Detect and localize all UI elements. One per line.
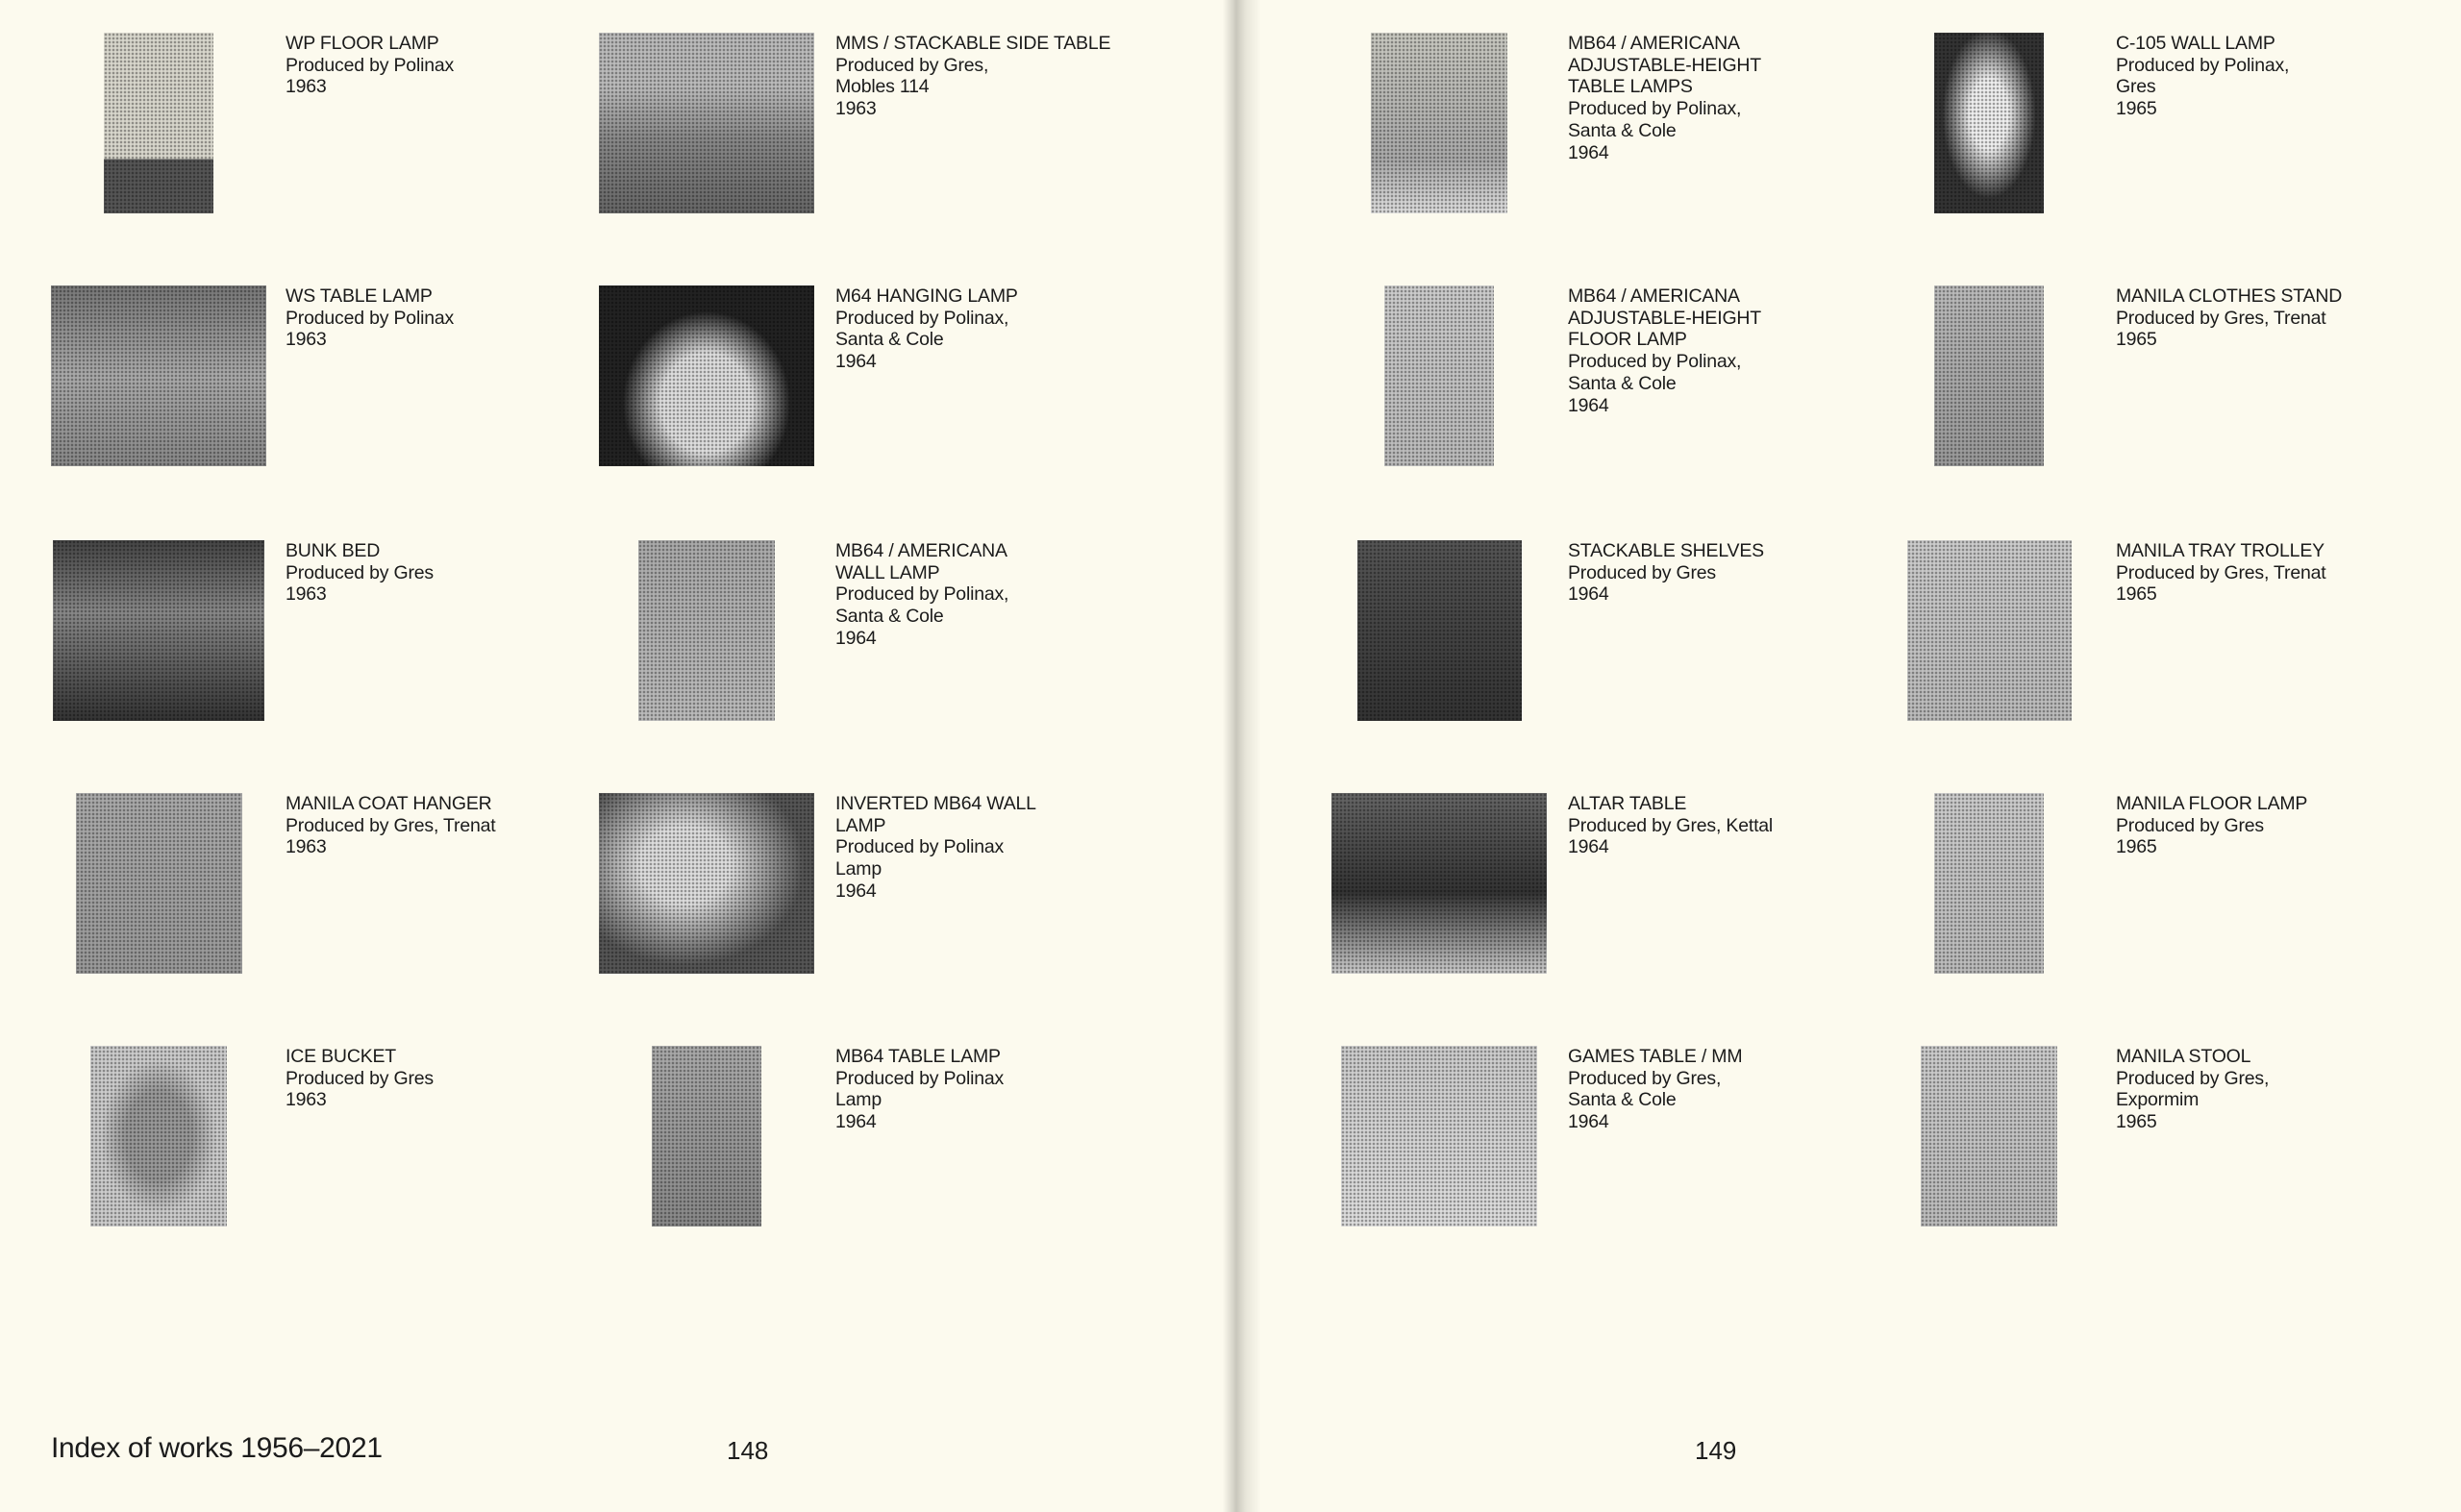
entry-title: ADJUSTABLE-HEIGHT: [1568, 54, 1762, 76]
entry-caption: [286, 33, 454, 98]
product-photo: [1934, 285, 2044, 466]
entry-producer: Produced by Polinax,: [835, 307, 1009, 329]
entry-producer: Produced by Gres, Trenat: [2116, 561, 2326, 583]
entry-year: 1963: [286, 329, 327, 351]
entry-producer: Produced by Gres,: [1568, 1067, 1722, 1089]
entry-producer: Produced by Gres, Trenat: [286, 814, 496, 836]
entry-title: TABLE LAMPS: [1568, 76, 1693, 98]
entry-caption: [1568, 1046, 1742, 1133]
entry-year: 1964: [1568, 1111, 1609, 1133]
entry-caption: [286, 285, 454, 351]
entry-title: BUNK BED: [286, 540, 381, 561]
right-page: [1230, 0, 2461, 1512]
product-photo: [1934, 33, 2044, 213]
entry-year: 1965: [2116, 583, 2157, 606]
entry-title: FLOOR LAMP: [1568, 329, 1687, 351]
entry-producer: Produced by Polinax: [835, 1067, 1005, 1089]
product-photo: [1331, 793, 1547, 974]
book-gutter: [1223, 0, 1261, 1512]
entry-producer: Produced by Polinax,: [1568, 98, 1742, 120]
entry-producer: Produced by Gres: [1568, 561, 1716, 583]
entry-year: 1965: [2116, 836, 2157, 858]
entry-producer: Produced by Gres, Trenat: [2116, 307, 2326, 329]
entry-year: 1965: [2116, 98, 2157, 120]
entry-producer: Produced by Gres,: [2116, 1067, 2270, 1089]
entry-caption: [286, 540, 434, 606]
entry-year: 1963: [835, 98, 877, 120]
entry-producer: Produced by Gres: [286, 1067, 434, 1089]
entry-year: 1964: [1568, 583, 1609, 606]
product-photo: [1921, 1046, 2057, 1227]
entry-producer: Santa & Cole: [1568, 372, 1677, 394]
entry-caption: [1568, 793, 1773, 858]
entry-title: WALL LAMP: [835, 561, 940, 583]
product-photo: [104, 33, 213, 213]
entry-producer: Santa & Cole: [835, 329, 944, 351]
entry-caption: [835, 285, 1018, 373]
product-photo: [1357, 540, 1522, 721]
product-photo: [599, 793, 814, 974]
entry-producer: Mobles 114: [835, 76, 930, 98]
entry-caption: [835, 33, 1110, 120]
entry-title: MANILA TRAY TROLLEY: [2116, 540, 2324, 561]
entry-producer: Expormim: [2116, 1089, 2200, 1111]
product-photo: [1341, 1046, 1537, 1227]
page-number-right: 149: [1695, 1436, 1737, 1465]
product-photo: [1384, 285, 1494, 466]
entry-producer: Produced by Gres,: [835, 54, 989, 76]
entry-title: MANILA CLOTHES STAND: [2116, 285, 2343, 307]
left-page: [0, 0, 1230, 1512]
entry-title: ICE BUCKET: [286, 1046, 397, 1067]
product-photo: [53, 540, 264, 721]
entry-title: LAMP: [835, 814, 886, 836]
entry-year: 1963: [286, 836, 327, 858]
entry-year: 1964: [835, 1111, 877, 1133]
entry-year: 1964: [835, 880, 877, 902]
entry-title: WP FLOOR LAMP: [286, 33, 439, 54]
product-photo: [1934, 793, 2044, 974]
entry-title: INVERTED MB64 WALL: [835, 793, 1036, 814]
entry-producer: Produced by Gres: [286, 561, 434, 583]
entry-year: 1964: [1568, 141, 1609, 163]
page-number-left: 148: [727, 1436, 769, 1465]
entry-producer: Produced by Polinax: [286, 307, 455, 329]
entry-producer: Lamp: [835, 1089, 882, 1111]
entry-caption: [2116, 1046, 2269, 1133]
product-photo: [1907, 540, 2072, 721]
entry-title: C-105 WALL LAMP: [2116, 33, 2275, 54]
entry-caption: [2116, 540, 2325, 606]
footer-title: Index of works 1956–2021: [51, 1432, 383, 1464]
entry-title: GAMES TABLE / MM: [1568, 1046, 1743, 1067]
entry-producer: Produced by Gres: [2116, 814, 2264, 836]
product-photo: [599, 285, 814, 466]
product-photo: [638, 540, 775, 721]
entry-producer: Santa & Cole: [835, 606, 944, 628]
entry-producer: Produced by Polinax,: [835, 583, 1009, 606]
entry-caption: [835, 540, 1008, 650]
entry-caption: [2116, 285, 2342, 351]
entry-producer: Gres: [2116, 76, 2156, 98]
entry-title: MANILA COAT HANGER: [286, 793, 492, 814]
entry-title: MB64 / AMERICANA: [1568, 33, 1740, 54]
entry-year: 1965: [2116, 1111, 2157, 1133]
entry-producer: Produced by Polinax,: [1568, 351, 1742, 373]
product-photo: [90, 1046, 227, 1227]
entry-year: 1964: [1568, 394, 1609, 416]
product-photo: [652, 1046, 761, 1227]
entry-caption: [1568, 540, 1764, 606]
entry-producer: Santa & Cole: [1568, 119, 1677, 141]
entry-year: 1964: [835, 351, 877, 373]
entry-producer: Lamp: [835, 858, 882, 880]
entry-title: MMS / STACKABLE SIDE TABLE: [835, 33, 1111, 54]
entry-caption: [2116, 793, 2307, 858]
entry-caption: [1568, 33, 1761, 163]
entry-title: M64 HANGING LAMP: [835, 285, 1018, 307]
entry-producer: Produced by Polinax: [286, 54, 455, 76]
entry-caption: [835, 793, 1036, 903]
entry-year: 1963: [286, 583, 327, 606]
entry-caption: [1568, 285, 1761, 416]
entry-producer: Santa & Cole: [1568, 1089, 1677, 1111]
entry-caption: [286, 793, 495, 858]
entry-title: STACKABLE SHELVES: [1568, 540, 1764, 561]
entry-producer: Produced by Gres, Kettal: [1568, 814, 1774, 836]
entry-caption: [2116, 33, 2289, 120]
entry-year: 1963: [286, 1089, 327, 1111]
entry-title: MANILA STOOL: [2116, 1046, 2251, 1067]
entry-title: MB64 / AMERICANA: [835, 540, 1007, 561]
entry-year: 1965: [2116, 329, 2157, 351]
product-photo: [76, 793, 242, 974]
product-photo: [1371, 33, 1507, 213]
entry-title: MB64 TABLE LAMP: [835, 1046, 1001, 1067]
entry-title: MANILA FLOOR LAMP: [2116, 793, 2308, 814]
entry-caption: [835, 1046, 1004, 1133]
product-photo: [51, 285, 266, 466]
product-photo: [599, 33, 814, 213]
entry-title: ALTAR TABLE: [1568, 793, 1687, 814]
entry-year: 1964: [1568, 836, 1609, 858]
entry-year: 1964: [835, 627, 877, 649]
entry-title: ADJUSTABLE-HEIGHT: [1568, 307, 1762, 329]
entry-title: MB64 / AMERICANA: [1568, 285, 1740, 307]
entry-caption: [286, 1046, 434, 1111]
entry-year: 1963: [286, 76, 327, 98]
entry-title: WS TABLE LAMP: [286, 285, 433, 307]
entry-producer: Produced by Polinax: [835, 836, 1005, 858]
entry-producer: Produced by Polinax,: [2116, 54, 2290, 76]
